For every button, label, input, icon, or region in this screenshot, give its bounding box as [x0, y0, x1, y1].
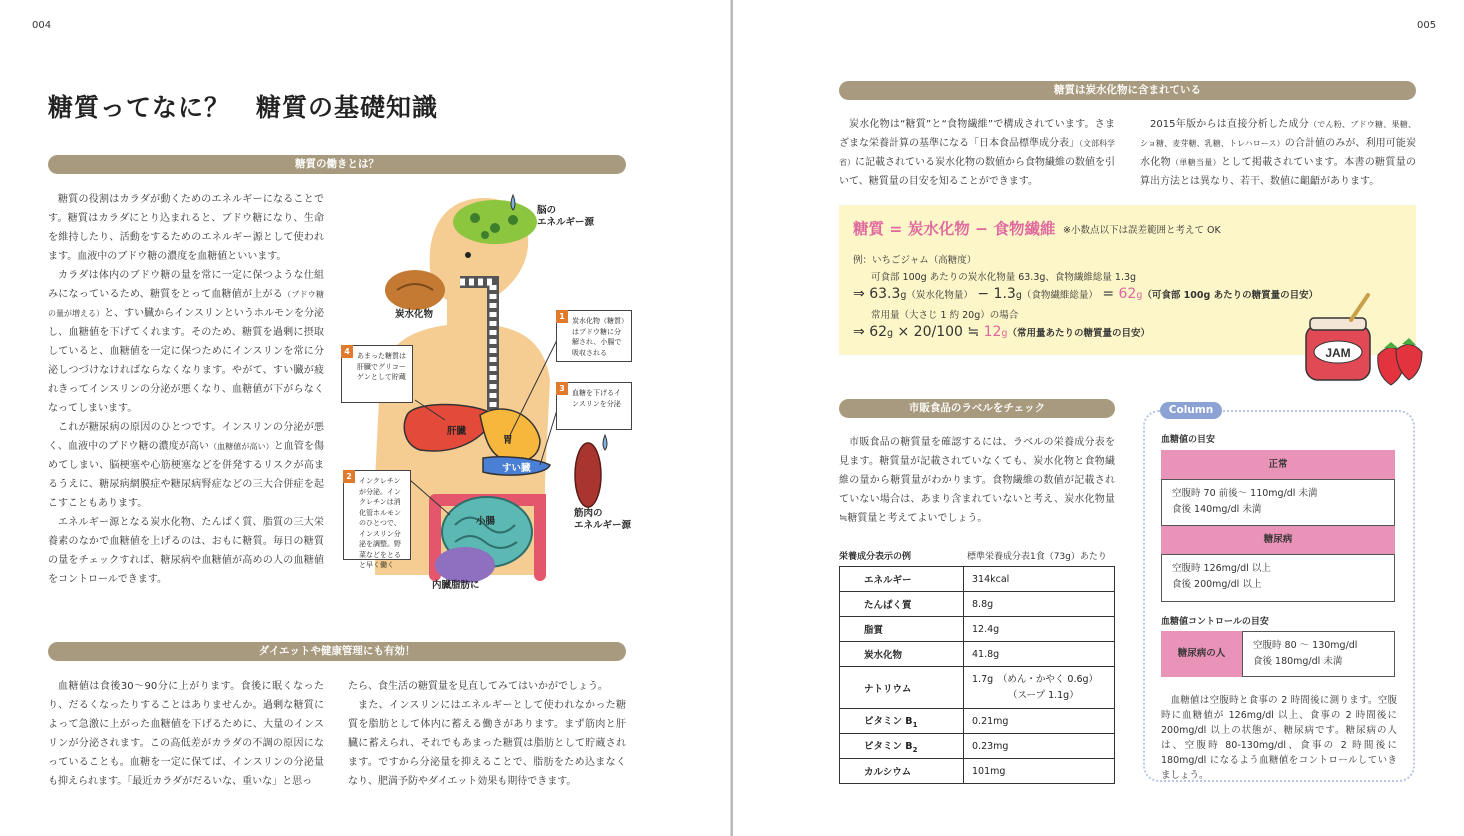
jam-label: JAM: [1325, 346, 1351, 360]
diabetes-values: 空腹時 126mg/dl 以上 食後 200mg/dl 以上: [1161, 554, 1395, 602]
table-row: ビタミン $B_2$ 0.23mg: [840, 734, 1115, 759]
formula-calc1: ⇒ 63.3g（炭水化物量） − 1.3g（食物繊維総量） = 62g（可食部 100g あたりの糖質量の目安）: [853, 286, 1319, 302]
callout-text: 血糖を下げるインスリンを分泌: [572, 389, 621, 408]
normal-values: 空腹時 70 前後〜 110mg/dl 未満 食後 140mg/dl 未満: [1161, 479, 1395, 526]
section-carbs-col2: [1140, 115, 1416, 191]
small-intestine-label: 小腸: [476, 516, 496, 527]
jam-illustration: [1296, 290, 1426, 390]
page-title: 糖質ってなに？ 糖質の基礎知識: [48, 93, 439, 122]
visceral-fat-label: 内臓脂肪に: [432, 580, 480, 591]
table-row: カルシウム 101mg: [840, 759, 1115, 784]
section-diet-col2: [348, 677, 626, 791]
paragraph: 血糖値は食後30〜90分に上がります。食後に眠くなったり、だるくなったりすることはありませんか。過剰な糖質によって急激に上がった血糖値を下げるために、大量のインスリンが分泌されます。この高低差がカラダの不調の原因になっていることも。血糖を一定に保てば、インスリンの分泌量も抑えられます。「最近カラダがだるいな、重いな」と思っ: [48, 681, 324, 787]
section-role-text: [48, 190, 324, 589]
carb-label: 炭水化物: [395, 309, 434, 320]
callout-text: 炭水化物（糖質）はブドウ糖に分解され、小腸で吸収される: [572, 317, 625, 357]
table-row: 脂質 12.4g: [840, 617, 1115, 642]
brain: [453, 200, 537, 244]
bread-icon: [385, 270, 445, 310]
section-carbs-col1: [839, 115, 1115, 191]
patient-label: 糖尿病の人: [1161, 631, 1242, 677]
paragraph: また、インスリンにはエネルギーとして使われなかった糖質を脂肪として体内に蓄える働きがあります。まず筋肉と肝臓に蓄えられ、それでもあまった糖質は脂肪として貯蔵されます。ですから分泌量を抑えることで、脂肪をため込まなくなり、肥満予防やダイエット効果も期待できます。: [348, 700, 626, 787]
column-note: 血糖値は空腹時と食事の 2 時間後に測ります。空腹時に血糖値が 126mg/dl 以上、食事の 2 時間後に 200mg/dl 以上の状態が、糖尿病です。糖尿病の人は、空腹時 80-130mg/dl、食事の 2 時間後に 180mg/dl になるよう血糖値をコントロールしていきましょう。: [1161, 695, 1397, 781]
paragraph: 2015年版からは直接分析した成分（でん粉、ブドウ糖、果糖、ショ糖、麦芽糖、乳糖、トレハロース）の合計値のみが、利用可能炭水化物（単糖当量）として掲載されています。本書の糖質量の算出方法とは異なり、若干、数値に齟齬があります。: [1140, 119, 1417, 187]
callout-4: [341, 345, 413, 403]
paragraph: 糖質の役割はカラダが動くためのエネルギーになることです。糖質はカラダにとり込まれると、ブドウ糖になり、生命を維持したり、活動をするためのエネルギー源として使われます。血液中のブドウ糖の濃度を血糖値といいます。: [48, 194, 324, 262]
callout-number: 1: [556, 310, 568, 323]
diabetes-label: 糖尿病: [1161, 526, 1395, 554]
formula-calc2: ⇒ 62g × 20/100 ≒ 12g（常用量あたりの糖質量の目安）: [853, 324, 1150, 340]
muscle-label: 筋肉の エネルギー源: [574, 508, 632, 531]
brain-label: 脳の エネルギー源: [537, 205, 595, 228]
callout-text: あまった糖質は肝臓でグリコーゲンとして貯蔵: [357, 352, 406, 381]
table-row: 炭水化物 41.8g: [840, 642, 1115, 667]
paragraph: 炭水化物は“糖質”と“食物繊維”で構成されています。さまざまな栄養計算の基準になる「日本食品標準成分表」（文部科学省）に記載されている炭水化物の数値から食物繊維の数値を引いて、糖質量の目安を知ることができます。: [839, 119, 1115, 187]
section-label-text: [839, 433, 1115, 528]
paragraph: 市販食品の糖質量を確認するには、ラベルの栄養成分表を見ます。糖質量が記載されていなくても、炭水化物と食物繊維の量から糖質量がわかります。食物繊維の数値が記載されていない場合は、あまり含まれていないと考え、炭水化物量≒糖質量と考えてよいでしょう。: [839, 437, 1115, 524]
paragraph: カラダは体内のブドウ糖の量を常に一定に保つような仕組みになっているため、糖質をとって血糖値が上がる（ブドウ糖の量が増える）と、すい臓からインスリンというホルモンを分泌し、血糖値を下げてくれます。そのため、糖質を過剰に摂取していると、血糖値を一定に保つためにインスリンを常に分泌しつづけなければならなくなります。やがて、すい臓が疲れきってインスリンの分泌が悪くなり、血糖値が下がらなくなってしまいます。: [48, 270, 325, 414]
normal-label: 正常: [1161, 450, 1395, 479]
callout-text: インクレチンが分泌。インクレチンは消化管ホルモンのひとつで、インスリン分泌を調整。野菜などをとると早く働く: [359, 477, 401, 569]
formula-note: ※小数点以下は誤差範囲と考えて OK: [1063, 225, 1221, 236]
formula-example: 例：いちごジャム（高糖度）: [853, 255, 977, 266]
patient-values: 空腹時 80 〜 130mg/dl 食後 180mg/dl 未満: [1242, 631, 1395, 677]
section-header-role: 糖質の働きとは？: [48, 155, 626, 174]
section-diet-col1: [48, 677, 324, 791]
formula-line1: 可食部 100g あたりの炭水化物量 63.3g、食物繊維総量 1.3g: [871, 272, 1137, 283]
formula-title: 糖質 = 炭水化物 − 食物繊維: [853, 220, 1056, 238]
formula-line2: 常用量（大さじ 1 約 20g）の場合: [871, 310, 1019, 321]
muscle: [575, 443, 601, 507]
stomach-label: 胃: [503, 435, 513, 446]
callout-1: [556, 310, 632, 362]
callout-3: [556, 382, 632, 430]
paragraph: これが糖尿病の原因のひとつです。インスリンの分泌が悪く、血液中のブドウ糖の濃度が高い（血糖値が高い）と血管を傷めてしまい、脳梗塞や心筋梗塞などを併発するリスクが高まるうえに、糖尿病網膜症や糖尿病腎症などの三大合併症を起こすこともあります。: [48, 422, 324, 509]
page-number-right: 005: [1417, 20, 1437, 31]
paragraph: たら、食生活の糖質量を見直してみてはいかがでしょう。: [348, 681, 608, 692]
callout-number: 3: [556, 382, 568, 395]
table-row: ビタミン $B_1$ 0.21mg: [840, 709, 1115, 734]
callout-number: 4: [341, 345, 353, 358]
paragraph: エネルギー源となる炭水化物、たんぱく質、脂質の三大栄養素のなかで血糖値を上げるのは、おもに糖質。毎日の糖質の量をチェックすれば、糖尿病や血糖値が高めの人の血糖値をコントロールできます。: [48, 517, 324, 585]
callout-2: [343, 470, 411, 569]
table-caption-right: 標準栄養成分表1食（73g）あたり: [967, 552, 1107, 562]
column-badge: Column: [1160, 402, 1222, 419]
table-row: ナトリウム 1.7g （めん・かやく 0.6g） （スープ 1.1g）: [840, 667, 1115, 709]
section-header-label: 市販食品のラベルをチェック: [839, 399, 1115, 418]
column-heading-2: 血糖値コントロールの目安: [1161, 617, 1269, 627]
liver-label: 肝臓: [447, 426, 467, 437]
table-row: たんぱく質 8.8g: [840, 592, 1115, 617]
nutrition-table: [839, 566, 1115, 784]
column-heading-1: 血糖値の目安: [1161, 435, 1216, 445]
section-header-carbs: 糖質は炭水化物に含まれている: [839, 81, 1416, 100]
table-caption-left: 栄養成分表示の例: [839, 552, 912, 562]
callout-number: 2: [343, 470, 355, 483]
page-number-left: 004: [32, 20, 52, 31]
table-row: エネルギー 314kcal: [840, 567, 1115, 592]
section-header-diet: ダイエットや健康管理にも有効！: [48, 642, 626, 661]
pancreas-label: すい臓: [502, 463, 531, 474]
